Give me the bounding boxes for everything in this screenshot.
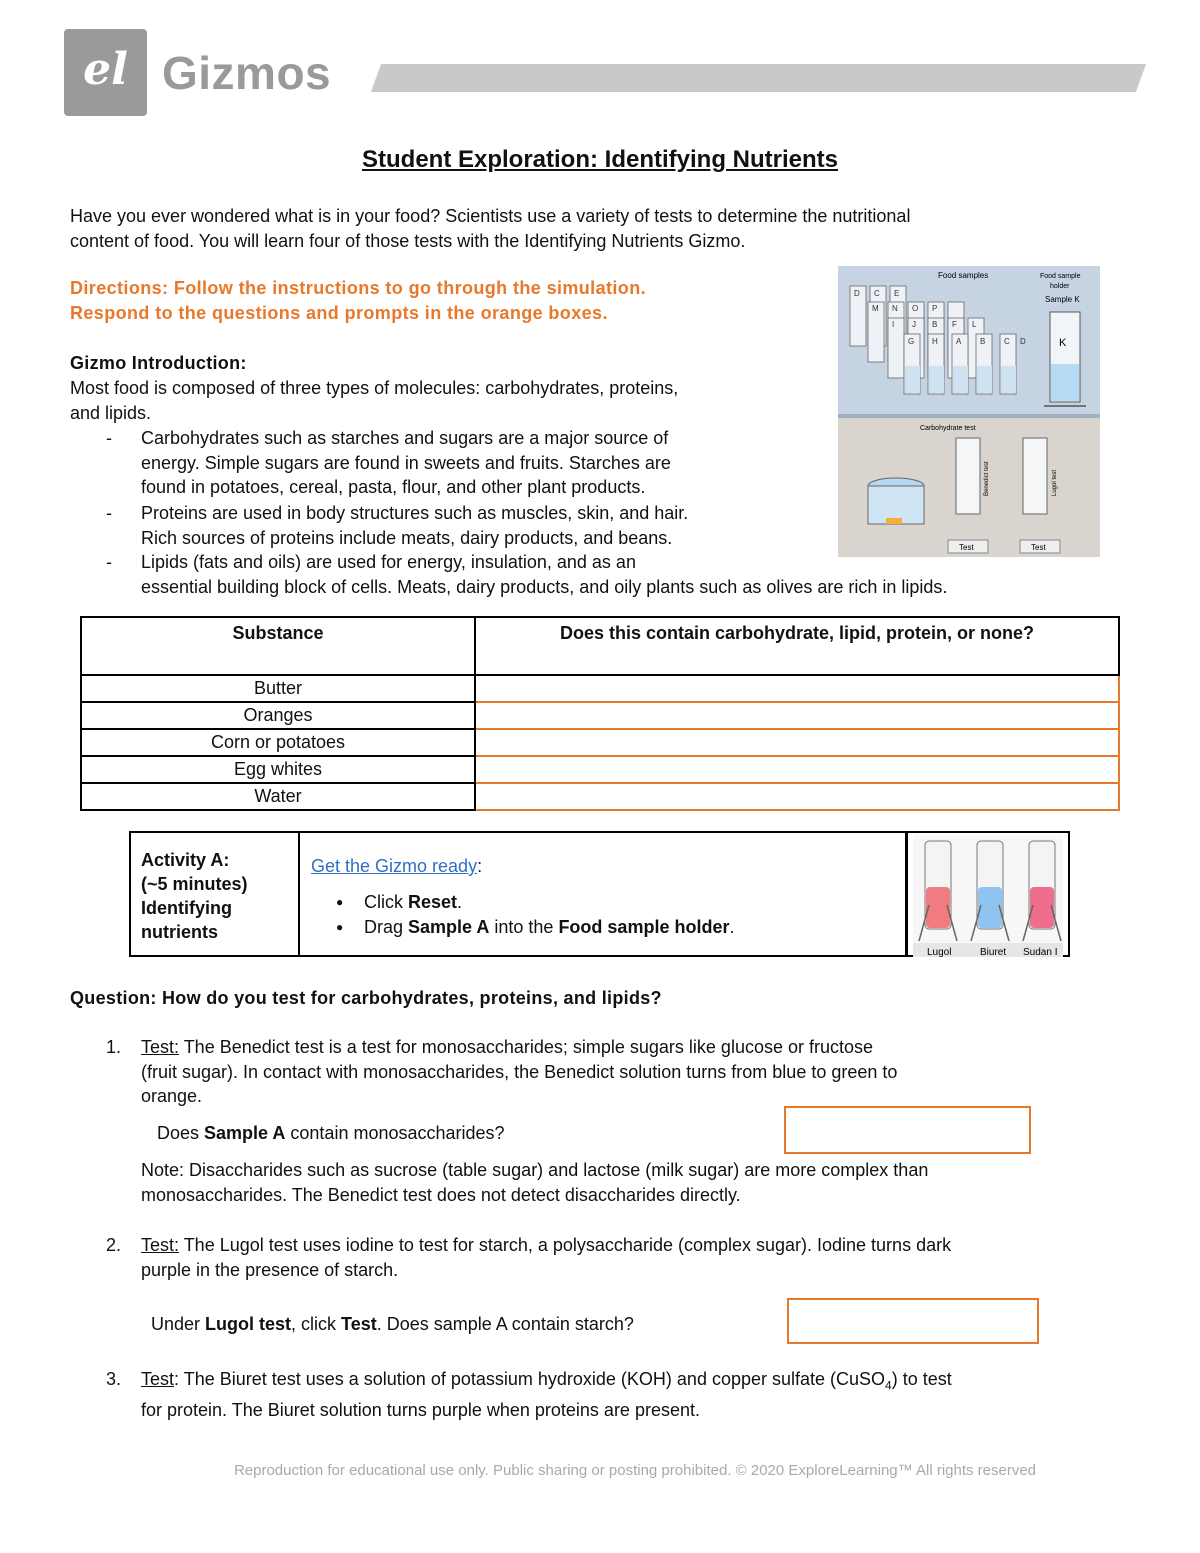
sim-holder-letter: K [1059,337,1067,349]
gizmo-intro-heading: Gizmo Introduction: [70,353,247,373]
activity-steps [336,890,734,939]
table-row [81,756,1119,783]
directions-line-2: Respond to the questions and prompts in the orange boxes. [70,303,608,323]
sim-sample-letter: J [912,320,916,329]
q1-line-1: The Benedict test is a test for monosaccharides; simple sugars like glucose or fructose [179,1037,874,1057]
substance-cell: Egg whites [81,756,475,783]
q3-line-2: for protein. The Biuret solution turns purple when proteins are present. [141,1400,700,1421]
q2-line-2: purple in the presence of starch. [141,1259,399,1280]
activity-label-line: Identifying [141,898,232,918]
sim-tube1-label: Benedict test [984,461,990,496]
activity-label-line: Activity A: [141,850,230,870]
bullet-1-line-2: energy. Simple sugars are found in sweets and fruits. Starches are [141,452,671,473]
sim-sample-letter: O [912,304,919,313]
q2-prompt-text: Under [151,1314,206,1334]
activity-label-line: (~5 minutes) [141,874,248,894]
step-text: into the [489,916,559,937]
substance-table [80,616,1120,811]
simulation-screenshot [838,266,1100,557]
q1-text [141,1035,897,1109]
colon: : [477,856,483,876]
q2-text [141,1233,951,1282]
test-tubes-image [913,835,1063,957]
sim-sample-letter: D [854,289,860,298]
tube-liquid [926,887,950,928]
bullet-3-line-1: Lipids (fats and oils) are used for energy, insulation, and as an [141,552,636,572]
directions-line-1: Directions: Follow the instructions to go through the simulation. [70,278,646,298]
answer-cell-butter[interactable] [475,675,1119,702]
intro-line-1: Have you ever wondered what is in your food? Scientists use a variety of tests to determine the nutritional [70,206,911,226]
table-header-row [81,617,1119,675]
activity-instructions [311,854,482,879]
tube-label-biuret: Biuret [980,947,1007,957]
q2-prompt-test: Test [341,1314,377,1334]
table-row [81,783,1119,810]
substance-cell: Butter [81,675,475,702]
q1-prompt-text: contain monosaccharides? [285,1123,505,1143]
gizmo-intro-line-2: and lipids. [70,403,152,423]
q2-prompt [151,1312,634,1337]
bullet-dash: - [106,503,112,523]
q3-subscript: 4 [885,1378,892,1393]
table-row [81,729,1119,756]
q1-number: 1. [106,1037,122,1057]
sim-sample-letter: I [892,320,895,329]
q1-line-3: orange. [141,1086,203,1107]
sim-sample-letter: L [972,320,977,329]
step-text: . [457,892,463,912]
header-bar [371,64,1146,92]
bullet-1-line-3: found in potatoes, cereal, pasta, flour, and other plant products. [141,477,646,498]
sim-sample-letter: C [874,289,880,298]
page-title: Student Exploration: Identifying Nutrients [362,146,838,173]
table-header-substance: Substance [81,617,475,675]
sim-tube2-label: Lugol test [1052,469,1058,496]
activity-label [141,848,248,944]
bullet-dash: - [106,428,112,448]
q1-note-line-2: monosaccharides. The Benedict test does not detect disaccharides directly. [141,1184,741,1205]
table-row [81,702,1119,729]
tube-liquid [978,887,1002,928]
explorelearning-logo-icon: el [83,44,128,95]
q2-number: 2. [106,1235,122,1255]
intro-line-2: content of food. You will learn four of those tests with the Identifying Nutrients Gizmo. [70,231,746,251]
bullet-dash: - [106,552,112,572]
table-row [81,675,1119,702]
sim-test-button-2-label: Test [1031,543,1046,552]
q2-prompt-lugol: Lugol test [205,1314,292,1334]
q3-line-1b: ) to test [891,1369,952,1389]
q1-note-line-1: Note: Disaccharides such as sucrose (table sugar) and lactose (milk sugar) are more complex than [141,1160,929,1180]
bullet-2-line-2: Rich sources of proteins include meats, dairy products, and beans. [141,527,673,548]
answer-cell-egg-whites[interactable] [475,756,1119,783]
q3-line-1a: : The Biuret test uses a solution of potassium hydroxide (KOH) and copper sulfate (CuSO [174,1369,886,1389]
q3-test-label: Test [141,1369,175,1389]
sim-sample-letter: P [932,304,938,313]
brand-name: Gizmos [162,47,332,99]
sim-sample-letter: C [1004,337,1010,346]
q1-prompt [157,1121,505,1146]
sim-holder-label-3: Sample K [1045,295,1080,304]
sim-test-heading: Carbohydrate test [920,425,976,432]
sim-holder-label-1: Food sample [1040,273,1081,280]
sim-sample-letter: G [908,337,915,346]
tube-liquid [1030,887,1054,928]
q2-answer-box[interactable] [787,1298,1039,1344]
list-item [336,890,734,915]
sim-sample-letter: E [894,289,900,298]
substance-cell: Water [81,783,475,810]
gizmo-intro-line-1: Most food is composed of three types of molecules: carbohydrates, proteins, [70,378,679,398]
sim-sample-letter: B [980,337,986,346]
reset-keyword: Reset [408,892,458,912]
sim-sample-letter: A [956,337,962,346]
get-gizmo-ready-link[interactable]: Get the Gizmo ready [311,856,478,876]
step-text: Drag [364,916,409,937]
step-text: Click [364,892,408,912]
sim-sample-letter: D [1020,337,1026,346]
bullet-3-line-2: essential building block of cells. Meats, dairy products, and oily plants such as olives are rich in lipids. [141,576,948,597]
bullet-1-line-1: Carbohydrates such as starches and sugars are a major source of [141,428,669,448]
q1-prompt-sample: Sample A [204,1123,286,1143]
food-sample-holder-keyword: Food sample holder [558,916,730,937]
q3-text [141,1367,952,1423]
q3-number: 3. [106,1369,122,1389]
substance-cell: Oranges [81,702,475,729]
q1-note [141,1158,928,1207]
activity-divider [298,831,300,957]
substance-cell: Corn or potatoes [81,729,475,756]
q2-prompt-text: . Does sample A contain starch? [376,1314,634,1334]
answer-cell-oranges[interactable] [475,702,1119,729]
answer-cell-water[interactable] [475,783,1119,810]
sim-sample-letter: H [932,337,938,346]
tube-label-lugol: Lugol [927,947,952,957]
activity-divider [905,831,908,957]
sample-a-keyword: Sample A [408,916,490,937]
tube-label-sudan: Sudan I [1023,947,1058,957]
sim-sample-letter: B [932,320,938,329]
sim-test-button-1-label: Test [959,543,974,552]
q1-test-label: Test: [141,1037,180,1057]
q1-line-2: (fruit sugar). In contact with monosaccharides, the Benedict solution turns from blue to green to [141,1061,898,1082]
sim-sample-letter: F [952,320,957,329]
table-header-question: Does this contain carbohydrate, lipid, protein, or none? [475,617,1119,675]
question-heading: Question: How do you test for carbohydrates, proteins, and lipids? [70,988,662,1008]
footer-copyright: Reproduction for educational use only. Public sharing or posting prohibited. © 2020 ExploreLearning™ All rights reserved [233,1462,1037,1479]
sim-sample-letter: N [892,304,898,313]
answer-cell-corn[interactable] [475,729,1119,756]
activity-label-line: nutrients [141,922,219,942]
step-text: . [729,916,735,937]
list-item [336,915,734,940]
q1-answer-box[interactable] [784,1106,1031,1154]
q2-prompt-text: , click [291,1314,342,1334]
sim-holder-label-2: holder [1050,283,1070,290]
q2-test-label: Test: [141,1235,180,1255]
q1-prompt-text: Does [157,1123,205,1143]
bullet-2-line-1: Proteins are used in body structures such as muscles, skin, and hair. [141,503,689,523]
sim-sample-letter: M [872,304,879,313]
q2-line-1: The Lugol test uses iodine to test for starch, a polysaccharide (complex sugar). Iodine turns dark [179,1235,952,1255]
sim-food-samples-label: Food samples [938,271,989,280]
